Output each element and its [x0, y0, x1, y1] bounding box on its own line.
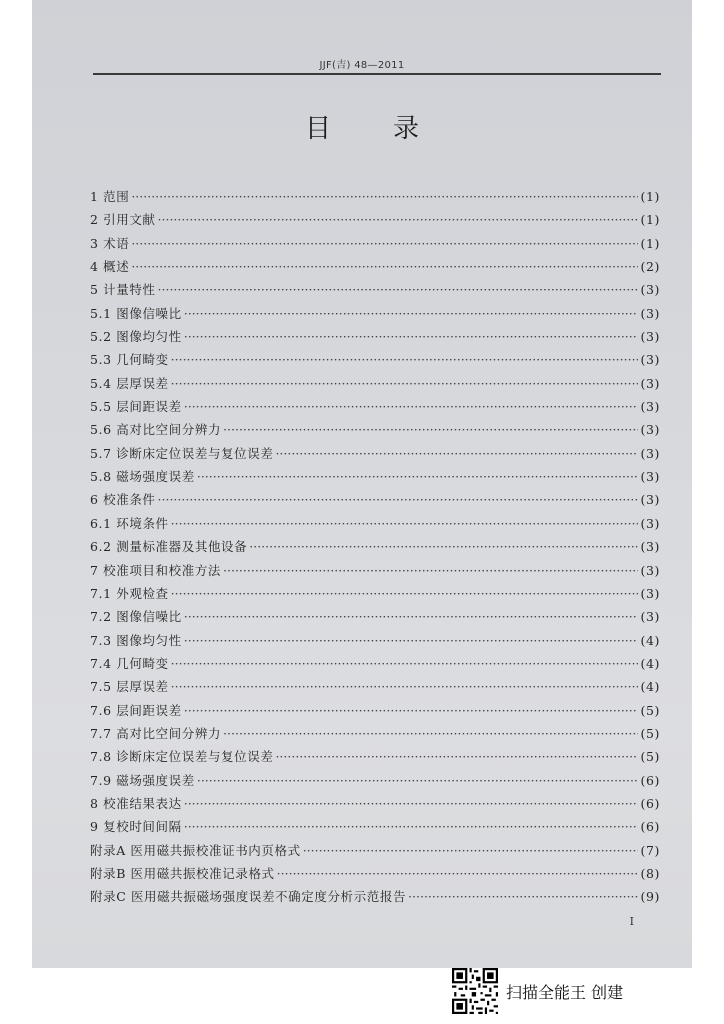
leader-dots	[303, 839, 639, 862]
leader-dots	[158, 278, 639, 301]
toc-entry-label: 1 范围	[90, 189, 130, 204]
toc-entry-page: (3)	[640, 609, 660, 625]
leader-dots	[171, 652, 639, 675]
leader-dots	[184, 699, 639, 722]
toc-entry-page: (3)	[640, 539, 660, 555]
toc-entry	[90, 488, 660, 511]
toc-entry-label: 5.7 诊断床定位误差与复位误差	[90, 445, 274, 461]
toc-entry-page: (6)	[640, 795, 660, 811]
leader-dots	[184, 605, 639, 628]
toc-entry	[90, 185, 660, 208]
leader-dots	[131, 185, 638, 208]
toc-entry-label: 9 复校时间间隔	[90, 819, 182, 835]
toc-entry	[90, 559, 660, 582]
toc-entry-label: 7.7 高对比空间分辨力	[90, 725, 222, 741]
leader-dots	[184, 815, 639, 838]
toc-entry-label: 附录B 医用磁共振校准记录格式	[90, 865, 275, 881]
toc-entry-label: 5.2 图像均匀性	[90, 329, 182, 345]
toc-entry-page: (5)	[640, 702, 660, 718]
toc-entry-label: 4 概述	[90, 259, 130, 275]
leader-dots	[171, 348, 639, 371]
leader-dots	[131, 232, 638, 255]
toc-entry	[90, 839, 660, 862]
toc-entry	[90, 885, 660, 908]
toc-entry-page: (4)	[640, 655, 660, 671]
toc-entry	[90, 442, 660, 465]
toc-entry	[90, 629, 660, 652]
leader-dots	[184, 325, 639, 348]
toc-entry	[90, 255, 660, 278]
toc-entry-page: (4)	[640, 679, 660, 695]
leader-dots	[249, 535, 638, 558]
toc-entry-page: (3)	[640, 329, 660, 345]
toc-entry	[90, 465, 660, 488]
toc-entry-label: 5 计量特性	[90, 282, 156, 298]
leader-dots	[223, 722, 638, 745]
leader-dots	[223, 418, 638, 441]
toc-entry-page: (3)	[640, 375, 660, 391]
toc-entry-label: 3 术语	[90, 235, 130, 251]
toc-entry	[90, 395, 660, 418]
toc-entry	[90, 302, 660, 325]
toc-entry-label: 2 引用文献	[90, 212, 156, 228]
scanner-watermark-text: 扫描全能王 创建	[506, 982, 624, 1002]
toc-entry	[90, 792, 660, 815]
toc-entry-label: 附录A 医用磁共振校准证书内页格式	[90, 842, 301, 858]
leader-dots	[171, 372, 639, 395]
toc-entry	[90, 605, 660, 628]
toc-entry-page: (5)	[640, 749, 660, 765]
toc-entry-label: 7.3 图像均匀性	[90, 632, 182, 648]
toc-entry-page: (6)	[640, 772, 660, 788]
toc-entry	[90, 278, 660, 301]
toc-entry	[90, 582, 660, 605]
toc-entry-label: 7.9 磁场强度误差	[90, 772, 195, 788]
toc-entry-page: (3)	[640, 445, 660, 461]
leader-dots	[184, 395, 639, 418]
toc-entry-label: 7.1 外观检查	[90, 585, 169, 601]
leader-dots	[197, 465, 639, 488]
toc-entry	[90, 325, 660, 348]
leader-dots	[171, 675, 639, 698]
toc-entry-page: (9)	[640, 889, 660, 905]
toc-entry-label: 6.2 测量标准器及其他设备	[90, 539, 248, 555]
leader-dots	[275, 745, 638, 768]
toc-entry-page: (4)	[640, 632, 660, 648]
toc-entry-label: 6.1 环境条件	[90, 515, 169, 531]
toc-entry-label: 6 校准条件	[90, 492, 156, 508]
toc-entry-page: (3)	[640, 305, 660, 321]
toc-entry	[90, 418, 660, 441]
toc-entry-label: 附录C 医用磁共振磁场强度误差不确定度分析示范报告	[90, 889, 407, 905]
page-title: 目录	[304, 114, 481, 144]
document-page	[32, 0, 692, 968]
qr-code-icon	[452, 968, 498, 1014]
leader-dots	[158, 208, 639, 231]
toc-entry-page: (8)	[640, 865, 660, 881]
standard-code: JJF(吉) 48—2011	[319, 60, 405, 71]
toc-entry	[90, 372, 660, 395]
leader-dots	[184, 302, 639, 325]
toc-entry	[90, 815, 660, 838]
leader-dots	[131, 255, 638, 278]
table-of-contents	[90, 185, 660, 909]
toc-entry-page: (1)	[640, 212, 660, 228]
toc-entry	[90, 512, 660, 535]
toc-entry-page: (3)	[640, 422, 660, 438]
leader-dots	[277, 862, 639, 885]
toc-entry-label: 7.2 图像信噪比	[90, 609, 182, 625]
toc-entry-page: (5)	[640, 725, 660, 741]
leader-dots	[184, 629, 639, 652]
toc-entry-label: 8 校准结果表达	[90, 795, 182, 811]
toc-entry	[90, 348, 660, 371]
page-number: I	[629, 915, 634, 928]
toc-entry	[90, 699, 660, 722]
toc-entry-page: (3)	[640, 492, 660, 508]
leader-dots	[171, 582, 639, 605]
toc-entry-page: (3)	[640, 282, 660, 298]
toc-entry	[90, 675, 660, 698]
header-rule	[93, 73, 661, 75]
toc-entry-label: 5.8 磁场强度误差	[90, 469, 195, 485]
toc-entry	[90, 769, 660, 792]
toc-entry-label: 5.6 高对比空间分辨力	[90, 422, 222, 438]
toc-entry	[90, 745, 660, 768]
leader-dots	[408, 885, 638, 908]
toc-entry-page: (1)	[640, 235, 660, 251]
toc-entry	[90, 862, 660, 885]
toc-entry-page: (1)	[640, 189, 660, 204]
toc-entry	[90, 652, 660, 675]
toc-entry-label: 7.4 几何畸变	[90, 655, 169, 671]
leader-dots	[158, 488, 639, 511]
scanner-watermark	[452, 966, 623, 1016]
toc-entry-page: (3)	[640, 585, 660, 601]
toc-entry-label: 7 校准项目和校准方法	[90, 562, 222, 578]
leader-dots	[171, 512, 639, 535]
leader-dots	[197, 769, 639, 792]
leader-dots	[275, 442, 638, 465]
toc-entry-page: (2)	[640, 259, 660, 275]
toc-entry	[90, 722, 660, 745]
toc-entry	[90, 232, 660, 255]
toc-entry	[90, 535, 660, 558]
leader-dots	[223, 559, 638, 582]
toc-entry-page: (3)	[640, 399, 660, 415]
toc-entry-label: 5.5 层间距误差	[90, 399, 182, 415]
toc-entry-label: 7.5 层厚误差	[90, 679, 169, 695]
toc-entry-page: (7)	[640, 842, 660, 858]
toc-entry-label: 7.6 层间距误差	[90, 702, 182, 718]
toc-entry	[90, 208, 660, 231]
toc-entry-label: 5.1 图像信噪比	[90, 305, 182, 321]
toc-entry-page: (3)	[640, 562, 660, 578]
toc-entry-page: (3)	[640, 515, 660, 531]
toc-entry-label: 5.3 几何畸变	[90, 352, 169, 368]
toc-entry-page: (6)	[640, 819, 660, 835]
toc-entry-page: (3)	[640, 352, 660, 368]
toc-entry-page: (3)	[640, 469, 660, 485]
toc-entry-label: 7.8 诊断床定位误差与复位误差	[90, 749, 274, 765]
leader-dots	[184, 792, 639, 815]
toc-entry-label: 5.4 层厚误差	[90, 375, 169, 391]
